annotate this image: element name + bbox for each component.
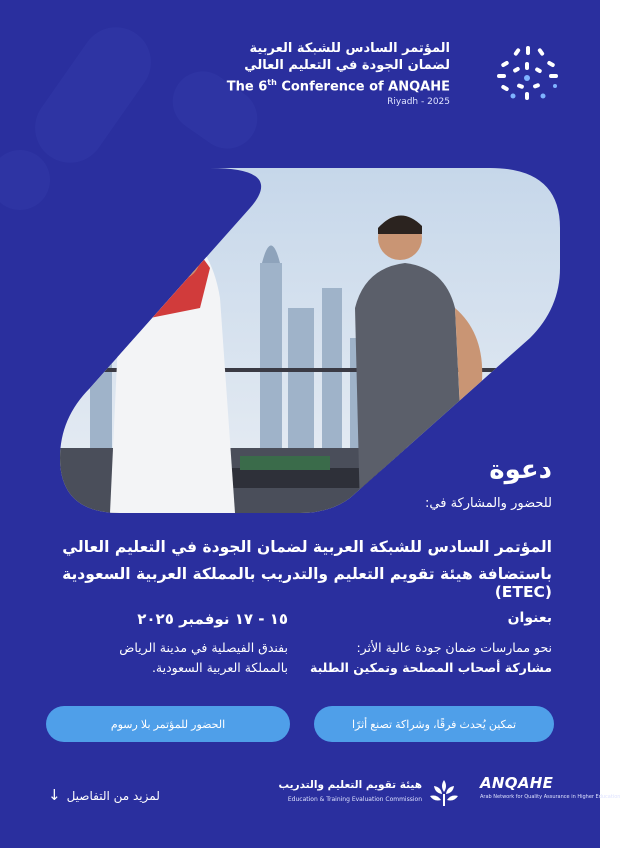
anqahe-logo <box>480 774 620 810</box>
anqahe-name: ANQAHE <box>480 774 554 792</box>
venue-line-1: بفندق الفيصلية في مدينة الرياض <box>119 640 288 655</box>
etec-name-en: Education & Training Evaluation Commission <box>287 796 422 803</box>
hero-photo <box>60 168 560 513</box>
theme-label: بعنوان <box>507 610 552 626</box>
conference-line-1: المؤتمر السادس للشبكة العربية لضمان الجودة في التعليم العالي <box>62 538 552 556</box>
header-title-ar-2: لضمان الجودة في التعليم العالي <box>244 58 450 73</box>
more-details-link[interactable] <box>48 788 160 803</box>
theme-text <box>307 638 552 678</box>
theme-line-1: نحو ممارسات ضمان جودة عالية الأثر: <box>356 640 552 655</box>
venue-line-2: بالمملكة العربية السعودية. <box>151 660 288 675</box>
anqahe-tagline: Arab Network for Quality Assurance in Higher Education <box>480 794 620 800</box>
conference-logo-icon <box>493 40 563 110</box>
header-title-en: The 6th Conference of ANQAHE <box>226 78 450 95</box>
header-title-ar-1: المؤتمر السادس للشبكة العربية <box>249 41 450 56</box>
invitation-heading: دعوة <box>489 455 552 485</box>
conference-line-2: باستضافة هيئة تقويم التعليم والتدريب بالمملكة العربية السعودية (ETEC) <box>62 565 552 601</box>
theme-line-2: مشاركة أصحاب المصلحة وتمكين الطلبة <box>309 660 552 675</box>
conference-header <box>220 40 450 109</box>
decorative-shape <box>21 13 164 176</box>
header-city: Riyadh - 2025 <box>387 97 450 108</box>
event-date: ١٥ - ١٧ نوفمبر ٢٠٢٥ <box>137 610 288 628</box>
free-attendance-button[interactable]: الحضور للمؤتمر بلا رسوم <box>46 706 290 742</box>
etec-logo <box>278 776 460 810</box>
invitation-subline: للحضور والمشاركة في: <box>425 496 552 511</box>
etec-name-ar: هيئة تقويم التعليم والتدريب <box>278 779 422 791</box>
more-details-label: لمزيد من التفاصيل <box>66 788 160 803</box>
arrow-down-icon: ↓ <box>48 786 61 804</box>
slogan-button[interactable]: تمكين يُحدث فرقًا، وشراكة تصنع أثرًا <box>314 706 554 742</box>
venue-text <box>43 638 288 678</box>
etec-emblem-icon <box>428 778 460 808</box>
